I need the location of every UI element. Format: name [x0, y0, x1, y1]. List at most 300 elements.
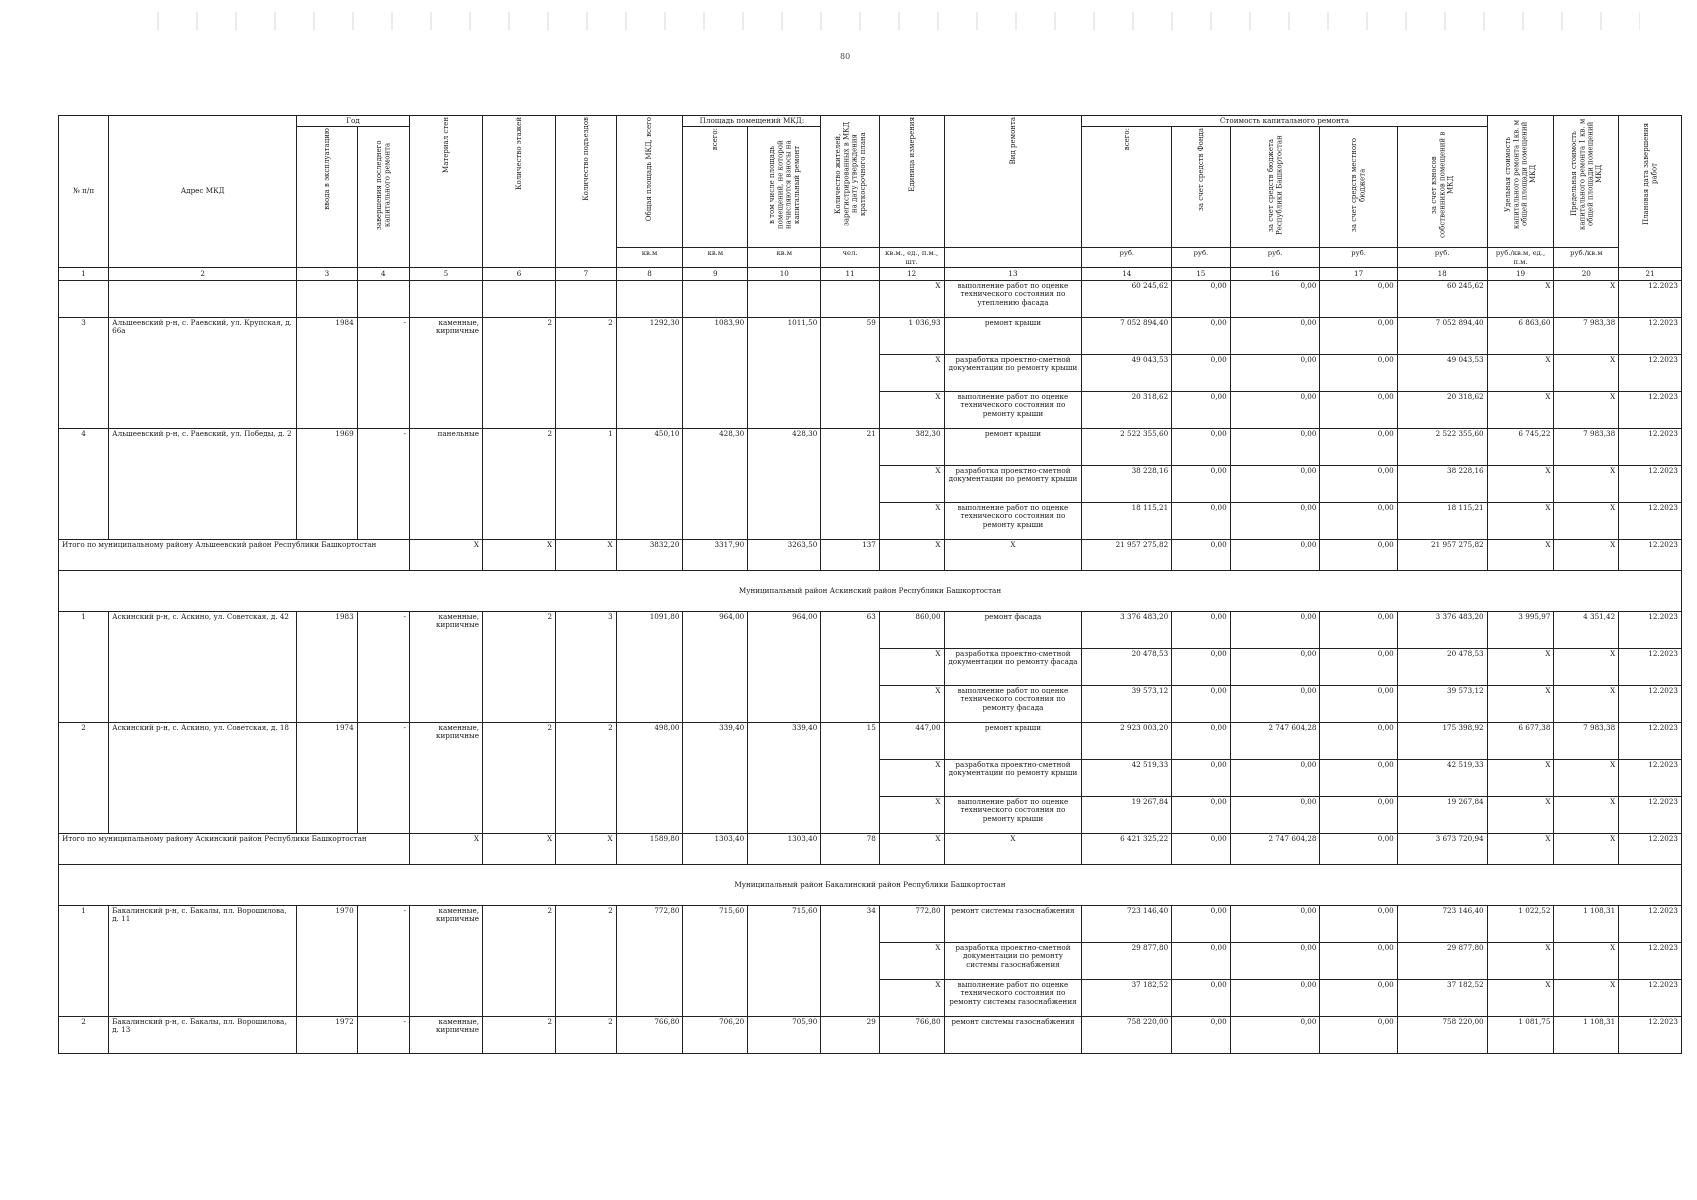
cell-entrances: 2: [556, 723, 617, 834]
cell-owners: 38 228,16: [1397, 466, 1487, 503]
cell-unit: X: [879, 540, 944, 571]
cell-rb: 0,00: [1230, 1017, 1320, 1054]
cell-repair-type: ремонт системы газоснабжения: [944, 1017, 1082, 1054]
cell-unit-cost: 1 022,52: [1487, 906, 1554, 943]
cell-year: 1969: [297, 429, 358, 540]
cell-date: 12.2023: [1619, 540, 1682, 571]
cell-included: 964,00: [748, 612, 821, 723]
cell-unit-cost: X: [1487, 980, 1554, 1017]
cell-local: 0,00: [1320, 466, 1397, 503]
hdr-cost-local: за счет средств местного бюджета: [1320, 127, 1397, 248]
cell-unit-cost: X: [1487, 503, 1554, 540]
cell-floors: 2: [482, 429, 555, 540]
cell-material: X: [409, 540, 482, 571]
unit-15: руб.: [1172, 248, 1230, 267]
table-row: [59, 723, 1682, 760]
cell-repair-type: разработка проектно-сметной документации по ремонту фасада: [944, 649, 1082, 686]
cell-max-cost: X: [1554, 392, 1619, 429]
cell-unit: 447,00: [879, 723, 944, 760]
cell-fund: 0,00: [1172, 355, 1230, 392]
cell-total: 42 519,33: [1082, 760, 1172, 797]
cell-owners: 18 115,21: [1397, 503, 1487, 540]
cell-unit: X: [879, 649, 944, 686]
cell-residents: 137: [821, 540, 879, 571]
cell-floors: 2: [482, 723, 555, 834]
cell-rb: 2 747 604,28: [1230, 834, 1320, 865]
cell-unit-cost: X: [1487, 797, 1554, 834]
cell-unit-cost: X: [1487, 466, 1554, 503]
cell-rb: 0,00: [1230, 318, 1320, 355]
cell-owners: 723 146,40: [1397, 906, 1487, 943]
cell-material: X: [409, 834, 482, 865]
cell-entrances: X: [556, 540, 617, 571]
hdr-year-commissioned: ввода в эксплуатацию: [297, 127, 358, 267]
cell-repair-type: ремонт фасада: [944, 612, 1082, 649]
cell-date: 12.2023: [1619, 686, 1682, 723]
cell-fund: 0,00: [1172, 540, 1230, 571]
district-total-row: [59, 834, 1682, 865]
cell-last-repair: -: [357, 1017, 409, 1054]
cell-owners: 60 245,62: [1397, 281, 1487, 318]
hdr-premises-incl: в том числе площадь помещений, не которой начисляются взносы на капитальный ремонт: [748, 127, 821, 248]
cell-unit-cost: X: [1487, 760, 1554, 797]
cell-unit: X: [879, 797, 944, 834]
cell-owners: 21 957 275,82: [1397, 540, 1487, 571]
cell-date: 12.2023: [1619, 503, 1682, 540]
cell-rb: 0,00: [1230, 429, 1320, 466]
hdr-cost-owners: за счет взносов собственников помещений в МКД: [1397, 127, 1487, 248]
cell-total: 39 573,12: [1082, 686, 1172, 723]
cell-unit: X: [879, 355, 944, 392]
cell-repair-type: разработка проектно-сметной документации по ремонту крыши: [944, 760, 1082, 797]
cell-included: 428,30: [748, 429, 821, 540]
cell-area: 772,80: [616, 906, 683, 1017]
cell-total: 37 182,52: [1082, 980, 1172, 1017]
cell-unit: X: [879, 943, 944, 980]
cell-date: 12.2023: [1619, 943, 1682, 980]
cell-total: 758 220,00: [1082, 1017, 1172, 1054]
cell-max-cost: X: [1554, 355, 1619, 392]
cell-date: 12.2023: [1619, 612, 1682, 649]
colnum: 18: [1397, 267, 1487, 280]
cell-area: 1292,30: [616, 318, 683, 429]
cell-total: 20 478,53: [1082, 649, 1172, 686]
hdr-unit: Единица измерения: [879, 116, 944, 248]
unit-10: кв.м: [748, 248, 821, 267]
hdr-year-last-repair: завершения последнего капитального ремонта: [357, 127, 409, 267]
cell-year: 1983: [297, 612, 358, 723]
table-row: [59, 429, 1682, 466]
cell-fund: 0,00: [1172, 612, 1230, 649]
cell-fund: 0,00: [1172, 906, 1230, 943]
cell-fund: 0,00: [1172, 649, 1230, 686]
cell-local: 0,00: [1320, 980, 1397, 1017]
cell-max-cost: 7 983,38: [1554, 723, 1619, 760]
hdr-cost-total: всего:: [1082, 127, 1172, 248]
cell-included: 1011,50: [748, 318, 821, 429]
cell-rb: 0,00: [1230, 392, 1320, 429]
cell-num: 2: [59, 723, 109, 834]
cell-area: 1091,80: [616, 612, 683, 723]
hdr-premises-group: Площадь помещений МКД:: [683, 116, 821, 127]
cell-premises: 706,20: [683, 1017, 748, 1054]
cell-material: каменные, кирпичные: [409, 612, 482, 723]
cell-unit-cost: X: [1487, 392, 1554, 429]
cell-owners: 39 573,12: [1397, 686, 1487, 723]
cell-last-repair: -: [357, 612, 409, 723]
colnum: 21: [1619, 267, 1682, 280]
column-numbers-row: [59, 267, 1682, 280]
cell-unit-cost: X: [1487, 834, 1554, 865]
cell-address: Бакалинский р-н, с. Бакалы, пл. Ворошилова, д. 11: [109, 906, 297, 1017]
hdr-cost-group: Стоимость капитального ремонта: [1082, 116, 1487, 127]
cell-address: Бакалинский р-н, с. Бакалы, пл. Ворошилова, д. 13: [109, 1017, 297, 1054]
cell-total: 723 146,40: [1082, 906, 1172, 943]
cell-unit-cost: X: [1487, 540, 1554, 571]
cell-unit-cost: 6 677,38: [1487, 723, 1554, 760]
cell-rb: 0,00: [1230, 980, 1320, 1017]
unit-12: кв.м., ед., п.м., шт.: [879, 248, 944, 267]
cell-area: 498,00: [616, 723, 683, 834]
table-row: [59, 281, 1682, 318]
cell-unit: X: [879, 834, 944, 865]
cell-local: 0,00: [1320, 760, 1397, 797]
cell-date: 12.2023: [1619, 466, 1682, 503]
cell-total: 38 228,16: [1082, 466, 1172, 503]
cell-rb: 0,00: [1230, 466, 1320, 503]
cell-repair-type: выполнение работ по оценке технического состояния по ремонту крыши: [944, 797, 1082, 834]
cell-residents: 21: [821, 429, 879, 540]
cell-unit-cost: X: [1487, 649, 1554, 686]
cell-max-cost: 7 983,38: [1554, 318, 1619, 355]
cell-local: 0,00: [1320, 429, 1397, 466]
cell-date: 12.2023: [1619, 797, 1682, 834]
unit-16: руб.: [1230, 248, 1320, 267]
colnum: 5: [409, 267, 482, 280]
cell-unit-cost: X: [1487, 355, 1554, 392]
cell-max-cost: X: [1554, 503, 1619, 540]
cell-repair-type: ремонт крыши: [944, 318, 1082, 355]
cell-last-repair: -: [357, 906, 409, 1017]
section-title: Муниципальный район Аскинский район Республики Башкортостан: [59, 571, 1682, 612]
cell-date: 12.2023: [1619, 392, 1682, 429]
cell-included: 715,60: [748, 906, 821, 1017]
header-row-1: [59, 116, 1682, 127]
hdr-residents: Количество жителей, зарегистрированных в МКД на дату утверждения краткосрочного плана: [821, 116, 879, 248]
cell-rb: 0,00: [1230, 686, 1320, 723]
cell-total: 49 043,53: [1082, 355, 1172, 392]
cell-floors: 2: [482, 318, 555, 429]
cell-rb: 0,00: [1230, 355, 1320, 392]
table-row: [59, 1017, 1682, 1054]
cell-fund: 0,00: [1172, 503, 1230, 540]
cell-unit: 1 036,93: [879, 318, 944, 355]
cell-max-cost: X: [1554, 943, 1619, 980]
page-number: 80: [840, 52, 851, 61]
colnum: 9: [683, 267, 748, 280]
cell-unit: X: [879, 980, 944, 1017]
cell-unit: X: [879, 392, 944, 429]
cell-max-cost: X: [1554, 649, 1619, 686]
cell-included: 705,90: [748, 1017, 821, 1054]
cell-local: 0,00: [1320, 906, 1397, 943]
cell-date: 12.2023: [1619, 980, 1682, 1017]
colnum: 8: [616, 267, 683, 280]
hdr-year-group: Год: [297, 116, 410, 127]
cell-max-cost: 1 108,31: [1554, 1017, 1619, 1054]
cell-fund: 0,00: [1172, 466, 1230, 503]
cell-owners: 49 043,53: [1397, 355, 1487, 392]
cell-local: 0,00: [1320, 797, 1397, 834]
cell-residents: 63: [821, 612, 879, 723]
section-header-row: [59, 865, 1682, 906]
cell-max-cost: X: [1554, 540, 1619, 571]
cell-area: 1589,80: [616, 834, 683, 865]
cell-premises: 1083,90: [683, 318, 748, 429]
cell-entrances: 2: [556, 318, 617, 429]
cell-rb: 0,00: [1230, 943, 1320, 980]
cell-num: 4: [59, 429, 109, 540]
cell-rb: 0,00: [1230, 906, 1320, 943]
cell-rb: 0,00: [1230, 540, 1320, 571]
cell-address: Аскинский р-н, с. Аскино, ул. Советская, д. 42: [109, 612, 297, 723]
hdr-cost-fund: за счет средств Фонда: [1172, 127, 1230, 248]
cell-date: 12.2023: [1619, 834, 1682, 865]
cell-unit-cost: 1 081,75: [1487, 1017, 1554, 1054]
unit-14: руб.: [1082, 248, 1172, 267]
cell-rb: 0,00: [1230, 760, 1320, 797]
colnum: 4: [357, 267, 409, 280]
colnum: 11: [821, 267, 879, 280]
cell-entrances: X: [556, 834, 617, 865]
cell-unit: 382,30: [879, 429, 944, 466]
cell-residents: 15: [821, 723, 879, 834]
colnum: 10: [748, 267, 821, 280]
cell-unit: 772,80: [879, 906, 944, 943]
cell-date: 12.2023: [1619, 429, 1682, 466]
section-title: Муниципальный район Бакалинский район Республики Башкортостан: [59, 865, 1682, 906]
cell-premises: 715,60: [683, 906, 748, 1017]
cell-unit: X: [879, 281, 944, 318]
cell-rb: 0,00: [1230, 649, 1320, 686]
unit-17: руб.: [1320, 248, 1397, 267]
cell-max-cost: 7 983,38: [1554, 429, 1619, 466]
cell-repair-type: выполнение работ по оценке технического состояния по ремонту фасада: [944, 686, 1082, 723]
cell-unit-cost: X: [1487, 943, 1554, 980]
hdr-total-area: Общая площадь МКД, всего: [616, 116, 683, 248]
cell-unit: X: [879, 686, 944, 723]
cell-owners: 19 267,84: [1397, 797, 1487, 834]
cell-entrances: 2: [556, 906, 617, 1017]
hdr-entrances: Количество подъездов: [556, 116, 617, 268]
colnum: 15: [1172, 267, 1230, 280]
cell-address: Альшеевский р-н, с. Раевский, ул. Крупская, д. 66а: [109, 318, 297, 429]
unit-19: руб./кв.м, ед., п.м.: [1487, 248, 1554, 267]
hdr-unit-cost: Удельная стоимость капитального ремонта 1кв. м общей площади помещений МКД: [1487, 116, 1554, 248]
cell-premises: 964,00: [683, 612, 748, 723]
cell-material: каменные, кирпичные: [409, 723, 482, 834]
cell-total: 21 957 275,82: [1082, 540, 1172, 571]
cell-fund: 0,00: [1172, 834, 1230, 865]
cell-fund: 0,00: [1172, 686, 1230, 723]
cell-rb: 0,00: [1230, 281, 1320, 318]
table-row: [59, 318, 1682, 355]
cell-unit-cost: X: [1487, 281, 1554, 318]
district-total-row: [59, 540, 1682, 571]
cell-included: 3263,50: [748, 540, 821, 571]
table-row: [59, 612, 1682, 649]
colnum: 12: [879, 267, 944, 280]
unit-9: кв.м: [683, 248, 748, 267]
cell-repair-type: ремонт системы газоснабжения: [944, 906, 1082, 943]
colnum: 14: [1082, 267, 1172, 280]
cell-repair-type: X: [944, 540, 1082, 571]
cell-residents: 78: [821, 834, 879, 865]
cell-local: 0,00: [1320, 392, 1397, 429]
cell-fund: 0,00: [1172, 723, 1230, 760]
cell-repair-type: ремонт крыши: [944, 429, 1082, 466]
colnum: 16: [1230, 267, 1320, 280]
hdr-plan-date: Плановая дата завершения работ: [1619, 116, 1682, 268]
cell-local: 0,00: [1320, 281, 1397, 318]
cell-local: 0,00: [1320, 686, 1397, 723]
section-header-row: [59, 571, 1682, 612]
unit-13: [944, 248, 1082, 267]
cell-repair-type: выполнение работ по оценке технического состояния по ремонту крыши: [944, 503, 1082, 540]
cell-unit: 766,80: [879, 1017, 944, 1054]
cell-material: каменные, кирпичные: [409, 906, 482, 1017]
colnum: 19: [1487, 267, 1554, 280]
cell-last-repair: -: [357, 318, 409, 429]
cell-max-cost: 1 108,31: [1554, 906, 1619, 943]
unit-18: руб.: [1397, 248, 1487, 267]
colnum: 13: [944, 267, 1082, 280]
cell-premises: 339,40: [683, 723, 748, 834]
cell-repair-type: выполнение работ по оценке технического состояния по ремонту крыши: [944, 392, 1082, 429]
cell-num: 1: [59, 612, 109, 723]
cell-premises: 1303,40: [683, 834, 748, 865]
cell-unit-cost: X: [1487, 686, 1554, 723]
cell-max-cost: X: [1554, 686, 1619, 723]
cell-unit: X: [879, 466, 944, 503]
cell-rb: 0,00: [1230, 503, 1320, 540]
colnum: 2: [109, 267, 297, 280]
cell-included: 1303,40: [748, 834, 821, 865]
cell-fund: 0,00: [1172, 760, 1230, 797]
cell-repair-type: выполнение работ по оценке технического состояния по ремонту системы газоснабжения: [944, 980, 1082, 1017]
colnum: 20: [1554, 267, 1619, 280]
cell-max-cost: X: [1554, 281, 1619, 318]
cell-area: 766,80: [616, 1017, 683, 1054]
cell-total: 6 421 325,22: [1082, 834, 1172, 865]
cell-repair-type: X: [944, 834, 1082, 865]
cell-owners: 7 052 894,40: [1397, 318, 1487, 355]
hdr-num: № п/п: [59, 116, 109, 268]
cell-owners: 37 182,52: [1397, 980, 1487, 1017]
cell-local: 0,00: [1320, 355, 1397, 392]
cell-total: 2 522 355,60: [1082, 429, 1172, 466]
cell-local: 0,00: [1320, 649, 1397, 686]
cell-floors: 2: [482, 906, 555, 1017]
total-label: Итого по муниципальному району Альшеевский район Республики Башкортостан: [59, 540, 410, 571]
cell-entrances: 2: [556, 1017, 617, 1054]
cell-fund: 0,00: [1172, 318, 1230, 355]
cell-unit: X: [879, 760, 944, 797]
cell-owners: 175 398,92: [1397, 723, 1487, 760]
cell-material: панельные: [409, 429, 482, 540]
cell-unit-cost: 6 745,22: [1487, 429, 1554, 466]
hdr-cost-rb: за счет средств бюджета Республики Башкортостан: [1230, 127, 1320, 248]
cell-year: 1972: [297, 1017, 358, 1054]
cell-entrances: 1: [556, 429, 617, 540]
cell-num: 3: [59, 318, 109, 429]
cell-floors: X: [482, 834, 555, 865]
cell-year: 1970: [297, 906, 358, 1017]
cell-year: 1984: [297, 318, 358, 429]
cell-total: 29 877,80: [1082, 943, 1172, 980]
cell-residents: 34: [821, 906, 879, 1017]
cell-owners: 29 877,80: [1397, 943, 1487, 980]
cell-total: 19 267,84: [1082, 797, 1172, 834]
cell-owners: 2 522 355,60: [1397, 429, 1487, 466]
cell-max-cost: X: [1554, 466, 1619, 503]
cell-fund: 0,00: [1172, 980, 1230, 1017]
colnum: 17: [1320, 267, 1397, 280]
cell-repair-type: разработка проектно-сметной документации по ремонту крыши: [944, 466, 1082, 503]
cell-local: 0,00: [1320, 612, 1397, 649]
cell-repair-type: разработка проектно-сметной документации по ремонту крыши: [944, 355, 1082, 392]
cell-unit-cost: 6 863,60: [1487, 318, 1554, 355]
unit-8: кв.м: [616, 248, 683, 267]
cell-year: 1974: [297, 723, 358, 834]
cell-local: 0,00: [1320, 723, 1397, 760]
unit-11: чел.: [821, 248, 879, 267]
cell-fund: 0,00: [1172, 797, 1230, 834]
cell-owners: 758 220,00: [1397, 1017, 1487, 1054]
cell-owners: 42 519,33: [1397, 760, 1487, 797]
cell-premises: 3317,90: [683, 540, 748, 571]
cell-address: Альшеевский р-н, с. Раевский, ул. Победы, д. 2: [109, 429, 297, 540]
colnum: 3: [297, 267, 358, 280]
cell-rb: 0,00: [1230, 612, 1320, 649]
cell-num: 1: [59, 906, 109, 1017]
cell-material: каменные, кирпичные: [409, 1017, 482, 1054]
cell-premises: 428,30: [683, 429, 748, 540]
cell-rb: 0,00: [1230, 797, 1320, 834]
cell-local: 0,00: [1320, 943, 1397, 980]
cell-material: каменные, кирпичные: [409, 318, 482, 429]
cell-date: 12.2023: [1619, 723, 1682, 760]
cell-residents: 59: [821, 318, 879, 429]
cell-local: 0,00: [1320, 834, 1397, 865]
cell-num: 2: [59, 1017, 109, 1054]
cell-fund: 0,00: [1172, 281, 1230, 318]
cell-owners: 20 478,53: [1397, 649, 1487, 686]
hdr-max-cost: Предельная стоимость капитального ремонта 1 кв. м общей площади помещений МКД: [1554, 116, 1619, 248]
hdr-repair-type: Вид ремонта: [944, 116, 1082, 248]
cell-local: 0,00: [1320, 503, 1397, 540]
cell-floors: 2: [482, 612, 555, 723]
cell-unit-cost: 3 995,97: [1487, 612, 1554, 649]
hdr-floors: Количество этажей: [482, 116, 555, 268]
cell-date: 12.2023: [1619, 281, 1682, 318]
cell-unit: X: [879, 503, 944, 540]
table-row: [59, 906, 1682, 943]
cell-max-cost: 4 351,42: [1554, 612, 1619, 649]
capital-repair-table: [58, 115, 1682, 1054]
hdr-premises-total: всего:: [683, 127, 748, 248]
cell-fund: 0,00: [1172, 1017, 1230, 1054]
